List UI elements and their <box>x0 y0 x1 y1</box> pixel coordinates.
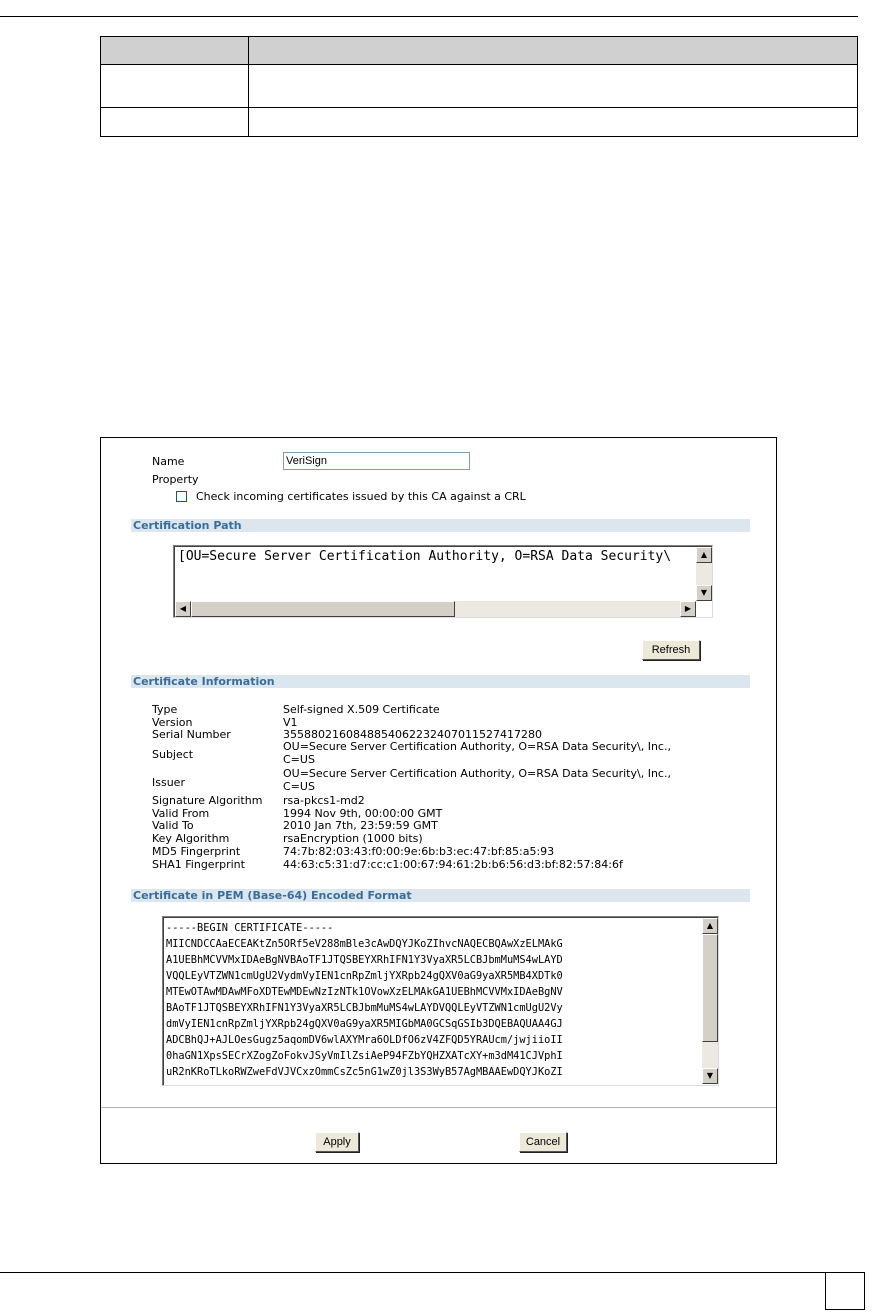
key-algorithm-value: rsaEncryption (1000 bits) <box>283 832 423 845</box>
key-algorithm-label: Key Algorithm <box>152 832 230 845</box>
pem-content <box>166 920 700 1080</box>
pem-line: uR2nKRoTLkoRWZweFdVJVCxzOmmCsZc5nG1wZ0jl3S3WyB57AgMBAAEwDQYJKoZI <box>166 1066 563 1078</box>
valid-from-value: 1994 Nov 9th, 00:00:00 GMT <box>283 807 443 820</box>
apply-button[interactable]: Apply <box>315 1132 359 1152</box>
pem-line: -----BEGIN CERTIFICATE----- <box>166 922 334 934</box>
scroll-up-icon[interactable]: ▲ <box>696 547 712 563</box>
table-cell <box>101 108 249 137</box>
header-rule <box>0 16 858 17</box>
pem-line: BAoTF1JTQSBEYXRhIFN1Y3VyaXR5LCBJbmMuMS4wLAYDVQQLEyVTZWN1cmUgU2Vy <box>166 1002 563 1014</box>
table-header-row <box>101 37 858 65</box>
pem-line: 0haGN1XpsSECrXZogZoFokvJSyVmIlZsiAeP94FZbYQHZXATcXY+m3dM41CJVphI <box>166 1050 563 1062</box>
refresh-button[interactable]: Refresh <box>642 640 700 660</box>
pem-scroll-thumb[interactable] <box>702 934 718 1042</box>
ca-certificate-edit-screen <box>100 437 777 1164</box>
table-header-cell <box>101 37 249 65</box>
table-row <box>101 65 858 108</box>
signature-algorithm-value: rsa-pkcs1-md2 <box>283 794 365 807</box>
certification-path-text: [OU=Secure Server Certification Authority, O=RSA Data Security\ <box>178 549 672 564</box>
certification-path-header: Certification Path <box>131 519 750 532</box>
page-number-box <box>825 1272 865 1310</box>
version-label: Version <box>152 716 193 729</box>
subject-value: OU=Secure Server Certification Authority, O=RSA Data Security\, Inc., <box>283 740 671 753</box>
valid-to-label: Valid To <box>152 819 194 832</box>
pem-line: MTEwOTAwMDAwMFoXDTEwMDEwNzIzNTk1OVowXzELMAkGA1UEBhMCVVMxIDAeBgNV <box>166 986 563 998</box>
sha1-fingerprint-value: 44:63:c5:31:d7:cc:c1:00:67:94:61:2b:b6:56:d3:bf:82:57:84:6f <box>283 858 623 871</box>
property-label: Property <box>152 473 199 486</box>
scroll-left-icon[interactable]: ◀ <box>175 601 191 617</box>
pem-line: MIICNDCCAaECEAKtZn5ORf5eV288mBle3cAwDQYJKoZIhvcNAQECBQAwXzELMAkG <box>166 938 563 950</box>
scroll-up-icon[interactable]: ▲ <box>702 918 718 934</box>
md5-fingerprint-label: MD5 Fingerprint <box>152 845 241 858</box>
button-bar-divider <box>101 1107 776 1108</box>
issuer-value-line2: C=US <box>283 780 315 793</box>
pem-textbox[interactable] <box>162 916 719 1086</box>
certificate-information-header: Certificate Information <box>131 675 750 688</box>
scroll-down-icon[interactable]: ▼ <box>696 585 712 601</box>
table-cell <box>249 65 858 108</box>
table-cell <box>101 65 249 108</box>
serial-number-value: 35588021608488540622324070115274172​80 <box>283 728 542 741</box>
type-label: Type <box>152 703 178 716</box>
table-row <box>101 108 858 137</box>
crl-checkbox-label: Check incoming certificates issued by this CA against a CRL <box>196 490 526 503</box>
pem-line: ADCBhQJ+AJLOesGugz5aqomDV6wlAXYMra6OLDfO6zV4ZFQD5YRAUcm/jwjiioII <box>166 1034 563 1046</box>
pem-line: dmVyIEN1cnRpZmljYXRpb24gQXV0aG9yaXR5MIGbMA0GCSqGSIb3DQEBAQUAA4GJ <box>166 1018 563 1030</box>
pem-line: VQQLEyVTZWN1cmUgU2VydmVyIEN1cnRpZmljYXRpb24gQXV0aG9yaXR5MB4XDTk0 <box>166 970 563 982</box>
cancel-button[interactable]: Cancel <box>519 1132 567 1152</box>
table-header-cell <box>249 37 858 65</box>
issuer-value: OU=Secure Server Certification Authority, O=RSA Data Security\, Inc., <box>283 767 671 780</box>
pem-format-header: Certificate in PEM (Base-64) Encoded Format <box>131 889 750 902</box>
footer-rule <box>0 1272 825 1273</box>
scroll-down-icon[interactable]: ▼ <box>702 1068 718 1084</box>
horizontal-scroll-thumb[interactable] <box>191 601 455 617</box>
scroll-right-icon[interactable]: ▶ <box>680 601 696 617</box>
serial-number-label: Serial Number <box>152 728 231 741</box>
name-input[interactable]: VeriSign <box>283 452 470 470</box>
type-value: Self-signed X.509 Certificate <box>283 703 440 716</box>
md5-fingerprint-value: 74:7b:82:03:43:f0:00:9e:6b:b3:ec:47:bf:85:a5:93 <box>283 845 555 858</box>
subject-label: Subject <box>152 748 194 761</box>
crl-checkbox[interactable] <box>176 491 187 502</box>
certification-path-textbox[interactable] <box>173 545 713 618</box>
sha1-fingerprint-label: SHA1 Fingerprint <box>152 858 245 871</box>
subject-value-line2: C=US <box>283 753 315 766</box>
field-description-table <box>100 36 858 137</box>
table-cell <box>249 108 858 137</box>
issuer-label: Issuer <box>152 776 185 789</box>
pem-line: A1UEBhMCVVMxIDAeBgNVBAoTF1JTQSBEYXRhIFN1Y3VyaXR5LCBJbmMuMS4wLAYD <box>166 954 563 966</box>
valid-from-label: Valid From <box>152 807 210 820</box>
signature-algorithm-label: Signature Algorithm <box>152 794 263 807</box>
valid-to-value: 2010 Jan 7th, 23:59:59 GMT <box>283 819 438 832</box>
name-label: Name <box>152 455 185 468</box>
version-value: V1 <box>283 716 298 729</box>
